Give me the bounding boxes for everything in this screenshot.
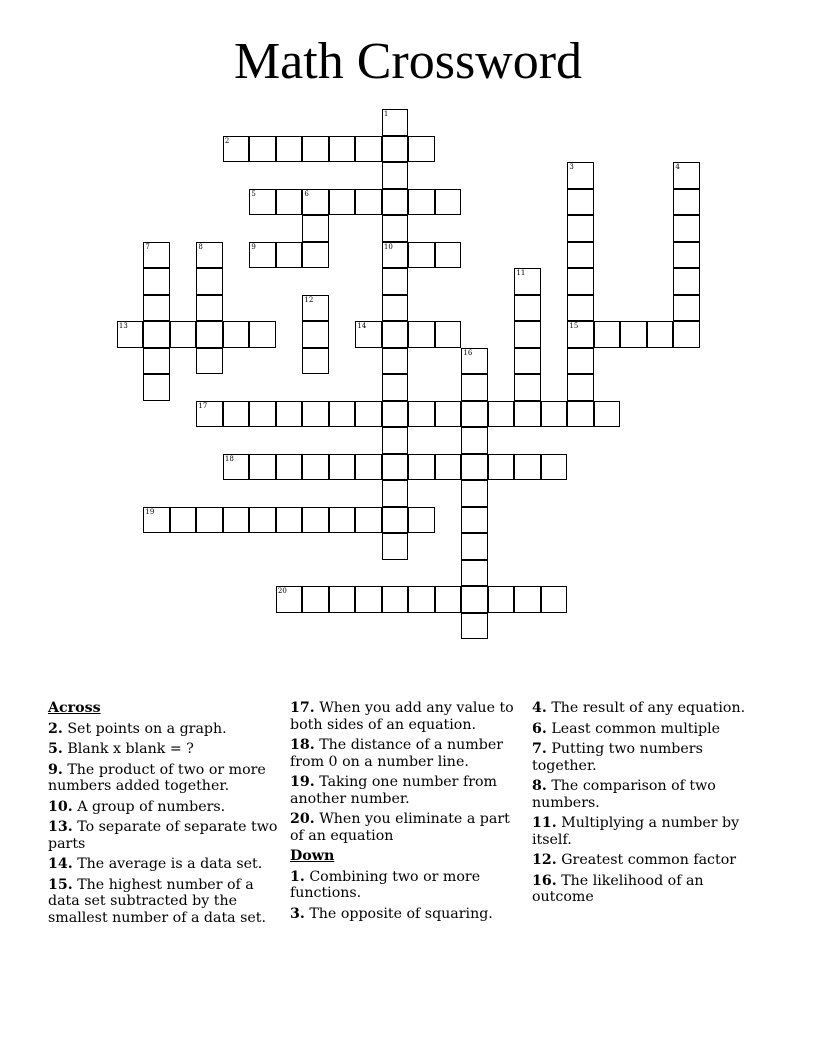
crossword-cell[interactable] xyxy=(276,242,303,269)
crossword-cell[interactable] xyxy=(196,507,223,534)
crossword-cell[interactable] xyxy=(461,533,488,560)
crossword-cell[interactable] xyxy=(382,268,409,295)
crossword-cell[interactable] xyxy=(514,348,541,375)
clue-number: 20. xyxy=(290,811,315,827)
clue-number: 5. xyxy=(48,741,63,757)
clue-text: The highest number of a data set subtracted by the smallest number of a data set. xyxy=(48,876,267,926)
crossword-cell[interactable] xyxy=(382,533,409,560)
crossword-cell[interactable] xyxy=(302,242,329,269)
clue-text: The result of any equation. xyxy=(551,700,746,716)
cell-number: 1 xyxy=(383,110,389,119)
crossword-cell[interactable] xyxy=(276,401,303,428)
clue-number: 11. xyxy=(532,815,557,831)
crossword-cell[interactable] xyxy=(249,136,276,163)
crossword-cell[interactable] xyxy=(355,507,382,534)
across-clue-5 xyxy=(48,741,286,758)
crossword-cell[interactable] xyxy=(408,454,435,481)
clue-number: 9. xyxy=(48,761,63,778)
cell-number: 11 xyxy=(516,269,526,278)
crossword-cell[interactable] xyxy=(382,454,409,481)
crossword-cell-20[interactable] xyxy=(276,586,303,613)
clues-column-1 xyxy=(48,700,286,930)
crossword-cell[interactable] xyxy=(673,321,700,348)
crossword-cell[interactable] xyxy=(408,401,435,428)
across-clue-20 xyxy=(290,811,526,844)
crossword-cell[interactable] xyxy=(461,427,488,454)
crossword-cell-9[interactable] xyxy=(249,242,276,269)
crossword-cell[interactable] xyxy=(461,454,488,481)
crossword-cell[interactable] xyxy=(567,268,594,295)
crossword-cell[interactable] xyxy=(382,427,409,454)
clue-number: 4. xyxy=(532,700,547,716)
crossword-cell[interactable] xyxy=(223,507,250,534)
crossword-cell[interactable] xyxy=(249,507,276,534)
crossword-cell[interactable] xyxy=(567,189,594,216)
clue-text: When you add any value to both sides of an equation. xyxy=(290,700,514,733)
crossword-cell[interactable] xyxy=(223,401,250,428)
cell-number: 12 xyxy=(304,295,314,304)
clue-number: 19. xyxy=(290,774,315,790)
crossword-cell-4[interactable] xyxy=(673,162,700,189)
across-clue-10 xyxy=(48,799,286,816)
crossword-cell[interactable] xyxy=(673,215,700,242)
crossword-cell[interactable] xyxy=(355,136,382,163)
clue-number: 13. xyxy=(48,819,73,835)
clue-text: Set points on a graph. xyxy=(67,720,227,737)
crossword-cell[interactable] xyxy=(302,454,329,481)
crossword-cell[interactable] xyxy=(435,586,462,613)
crossword-cell[interactable] xyxy=(382,189,409,216)
crossword-cell[interactable] xyxy=(461,586,488,613)
crossword-cell[interactable] xyxy=(567,215,594,242)
crossword-cell[interactable] xyxy=(382,321,409,348)
crossword-cell[interactable] xyxy=(435,321,462,348)
crossword-cell[interactable] xyxy=(567,401,594,428)
crossword-cell[interactable] xyxy=(435,242,462,269)
crossword-cell[interactable] xyxy=(382,480,409,507)
crossword-cell[interactable] xyxy=(408,136,435,163)
crossword-cell[interactable] xyxy=(408,586,435,613)
crossword-cell-16[interactable] xyxy=(461,348,488,375)
crossword-cell[interactable] xyxy=(170,507,197,534)
crossword-cell[interactable] xyxy=(461,507,488,534)
cell-number: 8 xyxy=(198,242,203,251)
cell-number: 5 xyxy=(251,189,256,198)
cell-number: 7 xyxy=(145,242,150,251)
crossword-cell[interactable] xyxy=(594,321,621,348)
crossword-cell[interactable] xyxy=(382,136,409,163)
crossword-cell[interactable] xyxy=(435,454,462,481)
clue-number: 17. xyxy=(290,700,315,716)
clues-column-2 xyxy=(290,700,526,926)
crossword-cell[interactable] xyxy=(329,401,356,428)
crossword-cell[interactable] xyxy=(329,586,356,613)
crossword-cell[interactable] xyxy=(355,454,382,481)
cell-number: 13 xyxy=(118,322,128,331)
crossword-cell[interactable] xyxy=(382,215,409,242)
clue-text: The distance of a number from 0 on a number line. xyxy=(290,737,504,770)
crossword-cell-14[interactable] xyxy=(355,321,382,348)
crossword-cell[interactable] xyxy=(567,295,594,322)
crossword-cell[interactable] xyxy=(647,321,674,348)
clue-text: Putting two numbers together. xyxy=(532,741,703,774)
crossword-cell-18[interactable] xyxy=(223,454,250,481)
crossword-cell-6[interactable] xyxy=(302,189,329,216)
crossword-cell[interactable] xyxy=(408,189,435,216)
crossword-cell[interactable] xyxy=(196,321,223,348)
crossword-cell[interactable] xyxy=(488,454,515,481)
clue-text: The opposite of squaring. xyxy=(309,905,493,922)
clue-number: 12. xyxy=(532,852,557,868)
cell-number: 16 xyxy=(463,348,473,357)
crossword-cell[interactable] xyxy=(514,401,541,428)
page-title: Math Crossword xyxy=(233,33,583,90)
crossword-cell-7[interactable] xyxy=(143,242,170,269)
crossword-cell[interactable] xyxy=(302,348,329,375)
across-header: Across xyxy=(48,700,101,716)
crossword-cell[interactable] xyxy=(143,295,170,322)
cell-number: 17 xyxy=(198,401,208,410)
crossword-cell[interactable] xyxy=(673,268,700,295)
across-clue-17 xyxy=(290,700,526,733)
crossword-cell[interactable] xyxy=(673,189,700,216)
crossword-cell[interactable] xyxy=(302,136,329,163)
crossword-cell-5[interactable] xyxy=(249,189,276,216)
down-clue-16 xyxy=(532,873,768,906)
clue-text: The comparison of two numbers. xyxy=(532,778,716,811)
clue-text: Taking one number from another number. xyxy=(290,774,497,807)
crossword-cell[interactable] xyxy=(382,586,409,613)
clue-text: The product of two or more numbers added together. xyxy=(48,761,266,794)
crossword-cell[interactable] xyxy=(408,321,435,348)
clue-text: The likelihood of an outcome xyxy=(532,872,704,905)
clue-text: Blank x blank = ? xyxy=(67,741,194,757)
crossword-cell[interactable] xyxy=(196,348,223,375)
crossword-cell[interactable] xyxy=(488,586,515,613)
crossword-cell[interactable] xyxy=(673,295,700,322)
cell-number: 2 xyxy=(224,136,230,145)
clue-text: Multiplying a number by itself. xyxy=(532,815,740,848)
crossword-cell[interactable] xyxy=(329,507,356,534)
cell-number: 10 xyxy=(383,242,393,251)
crossword-cell[interactable] xyxy=(302,586,329,613)
crossword-cell[interactable] xyxy=(355,401,382,428)
crossword-cell[interactable] xyxy=(355,586,382,613)
crossword-cell[interactable] xyxy=(329,136,356,163)
crossword-cell[interactable] xyxy=(382,374,409,401)
crossword-cell[interactable] xyxy=(382,162,409,189)
crossword-cell-10[interactable] xyxy=(382,242,409,269)
crossword-cell[interactable] xyxy=(249,321,276,348)
across-clue-2 xyxy=(48,721,286,738)
crossword-cell[interactable] xyxy=(514,374,541,401)
clue-number: 10. xyxy=(48,798,73,815)
clue-number: 15. xyxy=(48,876,73,893)
crossword-cell[interactable] xyxy=(143,321,170,348)
crossword-cell[interactable] xyxy=(514,454,541,481)
crossword-cell[interactable] xyxy=(249,454,276,481)
crossword-cell[interactable] xyxy=(514,586,541,613)
down-clue-3 xyxy=(290,906,526,923)
down-clue-11 xyxy=(532,815,768,848)
crossword-cell[interactable] xyxy=(461,480,488,507)
crossword-cell[interactable] xyxy=(196,295,223,322)
crossword-cell-8[interactable] xyxy=(196,242,223,269)
crossword-cell[interactable] xyxy=(461,613,488,640)
clue-text: Combining two or more functions. xyxy=(290,868,481,901)
crossword-cell-17[interactable] xyxy=(196,401,223,428)
crossword-cell[interactable] xyxy=(329,454,356,481)
crossword-cell[interactable] xyxy=(408,242,435,269)
clues-column-3 xyxy=(532,700,768,910)
crossword-cell[interactable] xyxy=(567,242,594,269)
crossword-cell[interactable] xyxy=(143,374,170,401)
crossword-cell-13[interactable] xyxy=(117,321,144,348)
clue-number: 6. xyxy=(532,720,547,737)
crossword-cell[interactable] xyxy=(329,189,356,216)
crossword-cell[interactable] xyxy=(541,401,568,428)
crossword-cell[interactable] xyxy=(435,189,462,216)
crossword-cell-11[interactable] xyxy=(514,268,541,295)
clue-text: Least common multiple xyxy=(551,720,721,737)
clue-number: 7. xyxy=(532,741,547,757)
crossword-cell[interactable] xyxy=(170,321,197,348)
across-clue-14 xyxy=(48,856,286,873)
crossword-cell[interactable] xyxy=(223,321,250,348)
clue-number: 2. xyxy=(48,720,63,737)
clue-text: Greatest common factor xyxy=(561,852,737,868)
crossword-cell[interactable] xyxy=(196,268,223,295)
crossword-cell[interactable] xyxy=(302,507,329,534)
crossword-cell[interactable] xyxy=(514,295,541,322)
crossword-cell[interactable] xyxy=(143,268,170,295)
crossword-cell-12[interactable] xyxy=(302,295,329,322)
crossword-cell[interactable] xyxy=(408,507,435,534)
crossword-cell[interactable] xyxy=(461,401,488,428)
crossword-cell-15[interactable] xyxy=(567,321,594,348)
clue-text: A group of numbers. xyxy=(77,798,226,815)
crossword-cell[interactable] xyxy=(382,295,409,322)
cell-number: 4 xyxy=(675,163,680,172)
clue-number: 3. xyxy=(290,905,305,922)
crossword-cell-2[interactable] xyxy=(223,136,250,163)
down-clue-12 xyxy=(532,852,768,869)
clue-number: 18. xyxy=(290,737,315,753)
clue-text: The average is a data set. xyxy=(77,856,263,872)
crossword-cell[interactable] xyxy=(567,374,594,401)
crossword-cell[interactable] xyxy=(541,586,568,613)
crossword-cell[interactable] xyxy=(541,454,568,481)
across-clue-19 xyxy=(290,774,526,807)
clue-number: 1. xyxy=(290,868,305,885)
cell-number: 15 xyxy=(569,322,579,331)
across-clue-15 xyxy=(48,877,286,927)
cell-number: 20 xyxy=(277,587,287,596)
crossword-cell[interactable] xyxy=(488,401,515,428)
crossword-cell[interactable] xyxy=(461,374,488,401)
crossword-cell[interactable] xyxy=(302,401,329,428)
crossword-cell[interactable] xyxy=(276,136,303,163)
cell-number: 18 xyxy=(224,454,234,463)
crossword-cell[interactable] xyxy=(143,348,170,375)
crossword-cell[interactable] xyxy=(514,321,541,348)
crossword-cell[interactable] xyxy=(435,401,462,428)
clue-text: When you eliminate a part of an equation xyxy=(290,811,510,844)
crossword-cell[interactable] xyxy=(249,401,276,428)
cell-number: 3 xyxy=(569,163,574,172)
crossword-cell[interactable] xyxy=(276,507,303,534)
clue-number: 16. xyxy=(532,872,557,889)
down-clue-6 xyxy=(532,721,768,738)
down-clue-7 xyxy=(532,741,768,774)
cell-number: 14 xyxy=(357,322,367,331)
clue-text: To separate of separate two parts xyxy=(48,819,278,852)
crossword-cell-1[interactable] xyxy=(382,109,409,136)
down-clue-8 xyxy=(532,778,768,811)
crossword-cell[interactable] xyxy=(302,321,329,348)
clue-number: 14. xyxy=(48,856,73,872)
crossword-cell[interactable] xyxy=(382,348,409,375)
crossword-cell[interactable] xyxy=(673,242,700,269)
crossword-cell[interactable] xyxy=(276,189,303,216)
cell-number: 6 xyxy=(304,189,309,198)
crossword-cell[interactable] xyxy=(276,454,303,481)
across-clue-13 xyxy=(48,819,286,852)
across-clue-18 xyxy=(290,737,526,770)
crossword-cell[interactable] xyxy=(382,401,409,428)
cell-number: 19 xyxy=(145,507,155,516)
crossword-cell-3[interactable] xyxy=(567,162,594,189)
crossword-cell-19[interactable] xyxy=(143,507,170,534)
crossword-cell[interactable] xyxy=(302,215,329,242)
across-clue-9 xyxy=(48,762,286,795)
crossword-cell[interactable] xyxy=(461,560,488,587)
down-clue-1 xyxy=(290,869,526,902)
cell-number: 9 xyxy=(251,242,256,251)
crossword-cell[interactable] xyxy=(567,348,594,375)
crossword-cell[interactable] xyxy=(594,401,621,428)
crossword-cell[interactable] xyxy=(382,507,409,534)
down-header: Down xyxy=(290,848,335,864)
clue-number: 8. xyxy=(532,778,547,794)
down-clue-4 xyxy=(532,700,768,717)
crossword-cell[interactable] xyxy=(620,321,647,348)
crossword-cell[interactable] xyxy=(355,189,382,216)
